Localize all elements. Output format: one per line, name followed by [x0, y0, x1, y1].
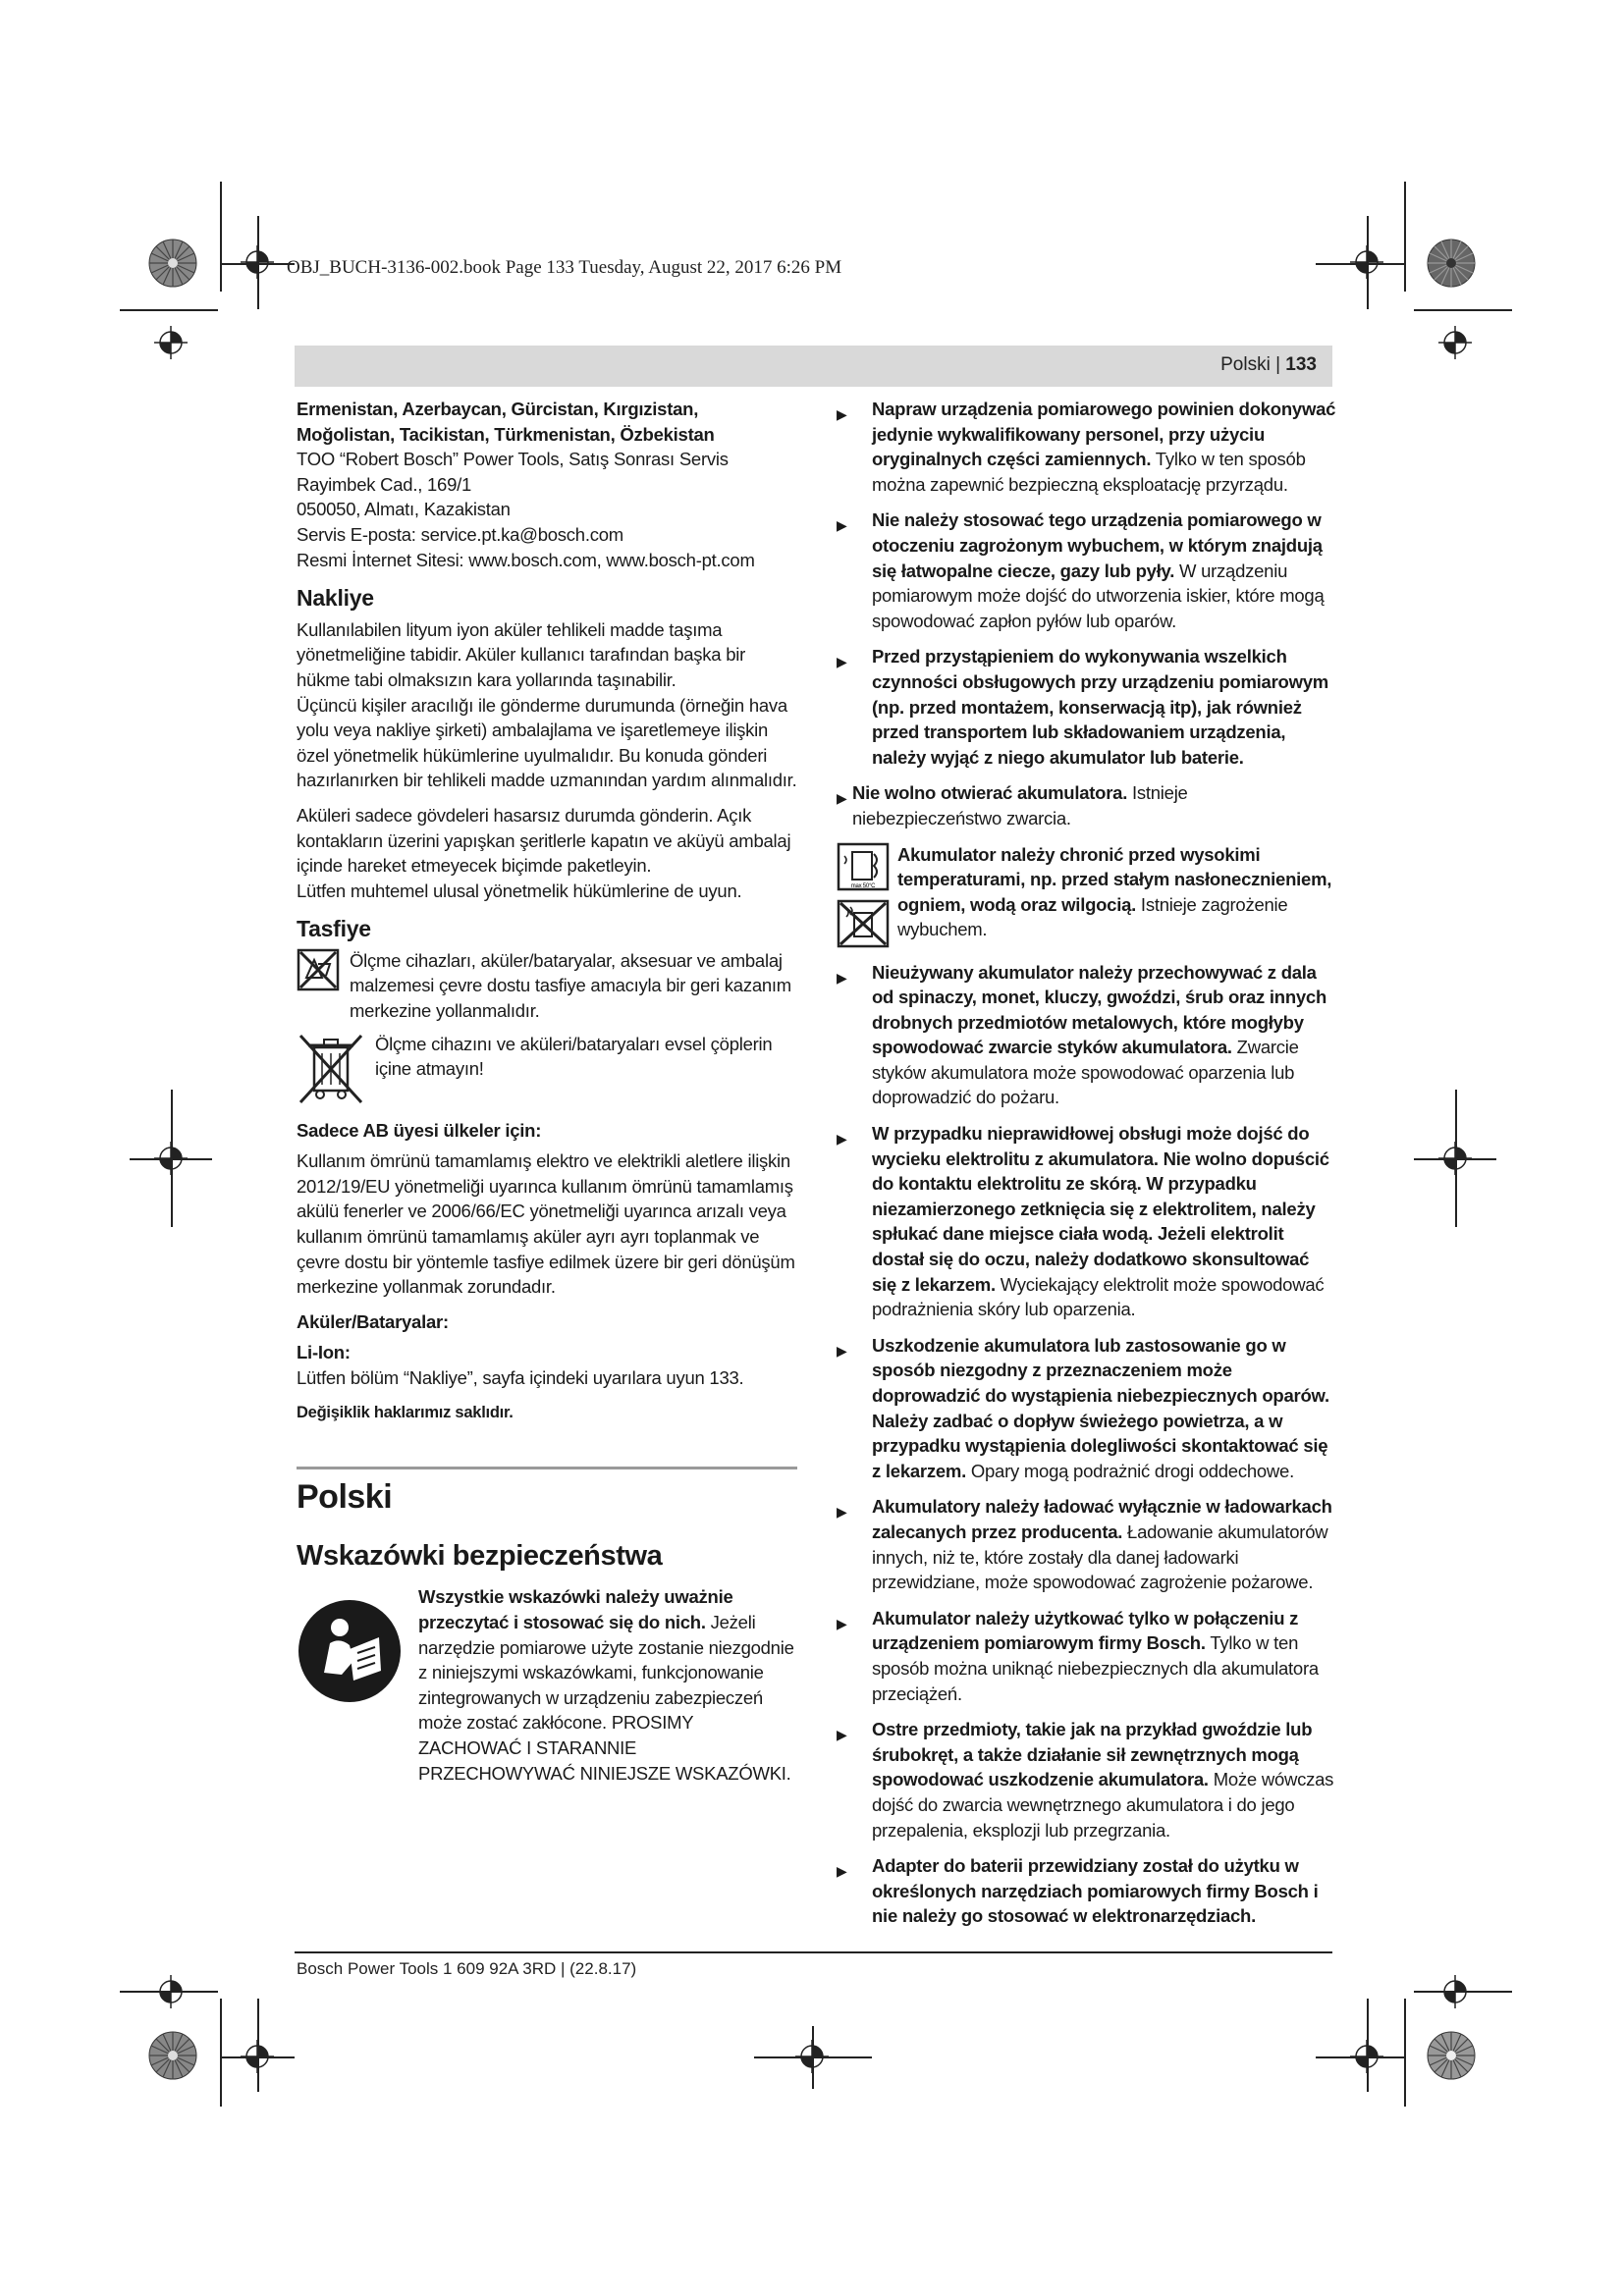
- registration-mark-icon: [795, 2040, 829, 2073]
- safety-intro-bold: Wszystkie wskazówki należy uważnie przeczytać i stosować się do nich.: [418, 1586, 733, 1632]
- bullet-text: W urządzeniu pomiarowym może dojść do utworzenia iskier, które mogą spowodować zapłon pyłów lub oparów.: [872, 560, 1325, 631]
- nakliye-paragraph: Aküleri sadece gövdeleri hasarsız durumda gönderin. Açık kontakların üzerini yapışkan şeritlerle kapatın ve aküyü ambalaj içinde hareket etmeyecek biçimde paketleyin.: [297, 804, 791, 877]
- page-header: [295, 346, 1332, 387]
- safety-heading: Wskazówki bezpieczeństwa: [297, 1539, 663, 1572]
- heat-warning-label: max 50°C: [850, 882, 876, 889]
- safety-intro-text: [418, 1584, 797, 1786]
- book-file-info: OBJ_BUCH-3136-002.book Page 133 Tuesday, August 22, 2017 6:26 PM: [287, 257, 842, 278]
- service-city: 050050, Almatı, Kazakistan: [297, 499, 511, 520]
- safety-bullet: [837, 1606, 1337, 1706]
- battery-warning: [837, 842, 1337, 948]
- tasfiye-heading: Tasfiye: [297, 916, 371, 942]
- bullet-bold: Adapter do baterii przewidziany został do użytku w określonych narzędziach pomiarowych firmy Bosch i nie należy go stosować w elektronarzędziach.: [872, 1855, 1319, 1927]
- star-target-icon: [147, 238, 198, 289]
- registration-mark-icon: [1438, 1142, 1472, 1175]
- rights-note: Değişiklik haklarımız saklıdır.: [297, 1403, 514, 1421]
- bullet-triangle-icon: ▶: [837, 654, 847, 670]
- bullet-bold: Ostre przedmioty, takie jak na przykład gwoździe lub śrubokręt, a także działanie sił zewnętrznych mogą spowodować uszkodzenie akumulatora.: [872, 1719, 1313, 1790]
- bullet-triangle-icon: ▶: [837, 969, 847, 986]
- bullet-bold: Nieużywany akumulator należy przechowywać z dala od spinaczy, monet, kluczy, gwoździ, śrub oraz innych drobnych przedmiotów metalowych, które mogłyby spowodować zwarcie styków akumulatora.: [872, 961, 1327, 1058]
- bullet-text: Istnieje niebezpieczeństwo zwarcia.: [852, 782, 1188, 828]
- bullet-bold: W przypadku nieprawidłowej obsługi może dojść do wycieku elektrolitu z akumulatora. Nie wolno dopuścić do kontaktu elektrolitu ze skórą. W przypadku niezamierzonego zetknięcia się z elektrolitem, należy spłukać dane miejsce ciała wodą. Jeżeli elektrolit dostał się do oczu, należy dodatkowo skonsultować się z lekarzem.: [872, 1123, 1329, 1295]
- footer-divider: [295, 1951, 1332, 1953]
- bullet-triangle-icon: ▶: [837, 1504, 847, 1521]
- right-column: [837, 397, 1337, 1940]
- registration-mark-icon: [1350, 245, 1383, 279]
- nakliye-paragraph: Kullanılabilen lityum iyon aküler tehlikeli madde taşıma yönetmeliğine tabidir. Aküler kullanıcı tarafından başka bir hükme tabi olmaksızın kara yollarında taşınabilir.: [297, 618, 746, 690]
- bullet-bold: Nie należy stosować tego urządzenia pomiarowego w otoczeniu zagrożonym wybuchem, w którym znajdują się łatwopalne ciecze, gazy lub pyły.: [872, 509, 1323, 581]
- language-heading: Polski: [297, 1478, 393, 1517]
- bullet-text: Tylko w ten sposób można zapewnić bezpieczną eksploatację przyrządu.: [872, 449, 1306, 495]
- star-target-icon: [147, 2030, 198, 2081]
- header-separator: |: [1270, 354, 1286, 375]
- registration-mark-icon: [154, 326, 188, 359]
- safety-bullet: [837, 1717, 1337, 1842]
- bullet-bold: Akumulator należy chronić przed wysokimi temperaturami, np. przed stałym nasłonecznieniem, ogniem, wodą oraz wilgocią.: [897, 843, 1332, 915]
- eu-heading: Sadece AB üyesi ülkeler için:: [297, 1119, 542, 1141]
- nakliye-paragraph: Üçüncü kişiler aracılığı ile gönderme durumunda (örneğin hava yolu veya nakliye şirketi) ambalajlama ve işaretlemeye ilişkin özel yönetmelik hükümlerine uyulmalıdır. Bu konuda gönderi hazırlanırken bir tehlikeli madde uzmanından yardım alınmalıdır.: [297, 694, 797, 791]
- page-number: 133: [1285, 354, 1317, 375]
- registration-mark-icon: [154, 1975, 188, 2008]
- bullet-text: Ładowanie akumulatorów innych, niż te, które zostały dla danej ładowarki przewidziane, może spowodować zagrożenie pożarowe.: [872, 1521, 1328, 1593]
- tasfiye-paragraph: Ölçme cihazları, aküler/bataryalar, aksesuar ve ambalaj malzemesi çevre dostu tasfiye amacıyla bir geri kazanım merkezine yollanmalıdır.: [350, 949, 791, 1022]
- bullet-triangle-icon: ▶: [837, 1342, 847, 1359]
- safety-bullet: [837, 397, 1337, 497]
- safety-intro: [297, 1584, 797, 1786]
- bullet-triangle-icon: ▶: [837, 1615, 847, 1631]
- header-language: Polski: [1220, 354, 1271, 375]
- service-street: Rayimbek Cad., 169/1: [297, 473, 472, 495]
- safety-bullet: [837, 644, 1337, 770]
- safety-bullet: [837, 960, 1337, 1111]
- bullet-triangle-icon: ▶: [837, 406, 847, 422]
- batteries-heading: Aküler/Bataryalar:: [297, 1310, 449, 1332]
- bullet-text: Tylko w ten sposób można uniknąć niebezpiecznych dla akumulatora przeciążeń.: [872, 1632, 1319, 1704]
- bullet-triangle-icon: ▶: [837, 1131, 847, 1148]
- bullet-bold: Akumulatory należy ładować wyłącznie w ładowarkach zalecanych przez producenta.: [872, 1496, 1332, 1542]
- safety-bullet: [837, 1853, 1337, 1929]
- star-target-icon: [1426, 238, 1477, 289]
- bullet-text: Wyciekający elektrolit może spowodować podrażnienia skóry lub oparzenia.: [872, 1273, 1325, 1320]
- bullet-bold: Akumulator należy użytkować tylko w połączeniu z urządzeniem pomiarowym firmy Bosch.: [872, 1607, 1299, 1654]
- registration-mark-icon: [1438, 326, 1472, 359]
- page-header-text: [1220, 354, 1317, 376]
- weee-note: [297, 1032, 797, 1108]
- star-target-icon: [1426, 2030, 1477, 2081]
- bullet-bold: Uszkodzenie akumulatora lub zastosowanie go w sposób niezgodny z przeznaczeniem może doprowadzić do wystąpienia niebezpiecznych oparów. Należy zadbać o dopływ świeżego powietrza, a w przypadku wystąpienia dolegliwości skontaktować się z lekarzem.: [872, 1334, 1329, 1481]
- bullet-triangle-icon: ▶: [837, 517, 847, 534]
- recycle-note: [297, 948, 797, 1024]
- tasfiye-paragraph: Ölçme cihazını ve aküleri/bataryaları evsel çöplerin içine atmayın!: [375, 1033, 773, 1080]
- safety-intro-rest: Jeżeli narzędzie pomiarowe użyte zostanie niezgodnie z niniejszymi wskazówkami, funkcjonowanie zintegrowanych w urządzeniu zabezpieczeń może zostać zakłócone. PROSIMY ZACHOWAĆ I STARANNIE PRZECHOWYWAĆ NINIEJSZE WSKAZÓWKI.: [418, 1611, 794, 1784]
- bullet-triangle-icon: ▶: [837, 1727, 847, 1743]
- liion-heading: Li-Ion:: [297, 1342, 351, 1363]
- battery-warning-text: [897, 842, 1337, 948]
- bullet-triangle-icon: ▶: [837, 790, 847, 807]
- registration-mark-icon: [1438, 1975, 1472, 2008]
- bullet-bold: Nie wolno otwierać akumulatora.: [852, 782, 1128, 804]
- bullet-triangle-icon: ▶: [837, 1863, 847, 1880]
- registration-mark-icon: [241, 245, 274, 279]
- safety-bullet: [837, 1494, 1337, 1594]
- bullet-text: Może wówczas dojść do zwarcia wewnętrznego akumulatora i do jego przepalenia, eksplozji lub przegrzania.: [872, 1769, 1334, 1841]
- water-fire-warning-icon: [837, 899, 890, 948]
- safety-bullet: [837, 1121, 1337, 1322]
- recycling-packaging-icon: [297, 948, 340, 991]
- service-website: Resmi İnternet Sitesi: www.bosch.com, www.bosch-pt.com: [297, 549, 755, 570]
- bullet-bold: Przed przystąpieniem do wykonywania wszelkich czynności obsługowych przy urządzeniu pomiarowym (np. przed montażem, konserwacją itp), jak również przed transportem lub składowaniem urządzenia, należy wyjąć z niego akumulator lub baterie.: [872, 646, 1328, 768]
- eu-paragraph: Kullanım ömrünü tamamlamış elektro ve elektrikli aletlere ilişkin 2012/19/EU yönetmeliği uyarınca kullanım ömrünü tamamlamış akülü fenerler ve 2006/66/EC yönetmeliği uyarınca arızalı veya kullanım ömrünü tamamlamış aküler ayrı ayrı toplanmak ve çevre dostu bir yöntemle tasfiye edilmek üzere bir geri dönüşüm merkezine yollanmak zorundadır.: [297, 1150, 795, 1298]
- bullet-text: Opary mogą podrażnić drogi oddechowe.: [965, 1460, 1294, 1481]
- registration-mark-icon: [154, 1142, 188, 1175]
- warning-icons: [837, 842, 890, 948]
- bullet-text: Istnieje zagrożenie wybuchem.: [897, 893, 1288, 940]
- safety-bullet: [837, 1333, 1337, 1484]
- left-column: [297, 397, 797, 1786]
- heat-warning-icon: [837, 842, 890, 891]
- crossed-bin-icon: [297, 1032, 365, 1108]
- registration-mark-icon: [1350, 2040, 1383, 2073]
- bullet-text: Zwarcie styków akumulatora może spowodować oparzenia lub doprowadzić do pożaru.: [872, 1037, 1299, 1108]
- safety-bullet: [837, 507, 1337, 633]
- nakliye-paragraph: Lütfen muhtemel ulusal yönetmelik hükümlerine de uyun.: [297, 880, 742, 901]
- service-email: Servis E-posta: service.pt.ka@bosch.com: [297, 523, 623, 545]
- registration-mark-icon: [241, 2040, 274, 2073]
- liion-paragraph: Lütfen bölüm “Nakliye”, sayfa içindeki uyarılara uyun 133.: [297, 1367, 744, 1388]
- nakliye-heading: Nakliye: [297, 585, 374, 612]
- section-divider: [297, 1467, 797, 1469]
- bullet-bold: Napraw urządzenia pomiarowego powinien dokonywać jedynie wykwalifikowany personel, przy użyciu oryginalnych części zamiennych.: [872, 399, 1336, 470]
- service-countries: Ermenistan, Azerbaycan, Gürcistan, Kırgızistan, Moğolistan, Tacikistan, Türkmenistan, Özbekistan: [297, 399, 715, 445]
- service-company: TOO “Robert Bosch” Power Tools, Satış Sonrası Servis: [297, 449, 729, 470]
- page-footer: Bosch Power Tools 1 609 92A 3RD | (22.8.17): [297, 1959, 637, 1978]
- read-manual-icon: [297, 1598, 403, 1704]
- safety-bullet: [837, 780, 1337, 830]
